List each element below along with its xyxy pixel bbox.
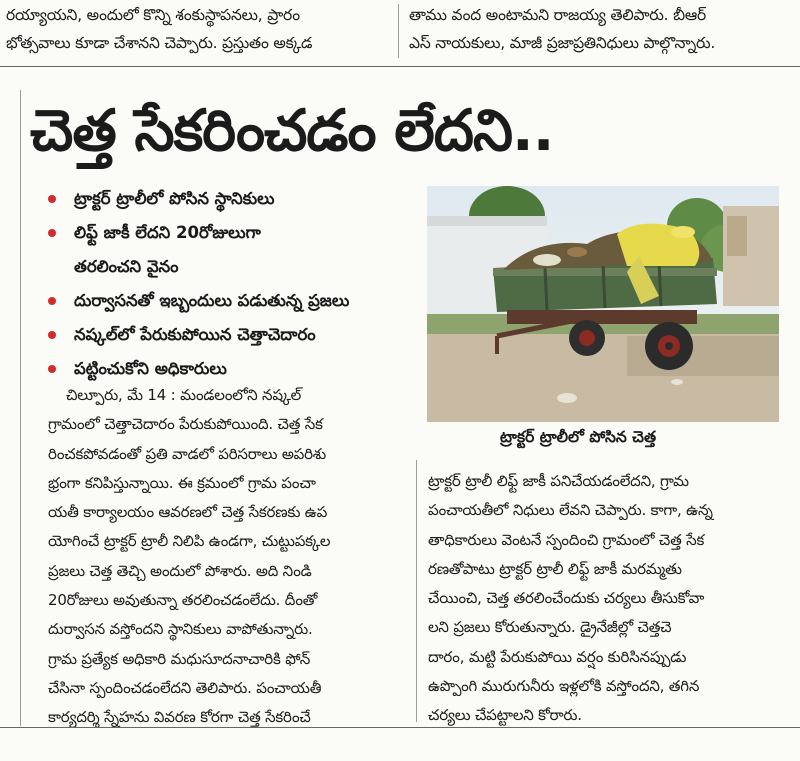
body-line: చేయించి, చెత్త తరలించేందుకు చర్యలు తీసుకోవా [428,589,705,608]
body-column-divider [416,460,417,722]
body-line: రణతోపాటు ట్రాక్టర్ ట్రాలీ లిఫ్ట్ జాకీ మరమ్మతు [428,559,682,578]
body-line: యతీ కార్యాలయం ఆవరణలో చెత్త సేకరణకు ఉప [48,503,328,522]
body-line: దారం, మట్టి పేరుకుపోయి వర్షం కురిసినప్పుడు [428,647,687,666]
photo-caption: ట్రాక్టర్ ట్రాలీలో పోసిన చెత్త [500,428,656,446]
left-body-column [48,381,414,733]
bullet-dot-icon [48,365,56,373]
highlight-item: పట్టించుకోని అధికారులు [48,352,418,386]
top-left-line-1: రయ్యాయని, అందులో కొన్ని శంకుస్థాపనలు, ప్రారం [6,6,300,24]
bullet-dot-icon [48,195,56,203]
top-column-divider [398,4,399,58]
body-line: గ్రామ ప్రత్యేక అధికారి మధుసూదనాచారికి ఫోన్ [48,649,311,668]
top-left-line-2: భోత్సవాలు కూడా చేశానని చెప్పారు. ప్రస్తుతం అక్కడ [6,34,313,52]
highlight-item: నష్కల్‌లో పేరుకుపోయిన చెత్తాచెదారం [48,318,418,352]
article-left-border [20,90,21,726]
body-line: ఉప్పొంగి మురుగునీరు ఇళ్లలోకి వస్తోందని, తగిన [428,677,700,696]
body-line: రించకపోవడంతో ప్రతి వాడలో పరిసరాలు అపరిశు [48,444,327,463]
article-photo [427,186,779,422]
bottom-separator-rule [0,727,800,728]
body-line: ప్రజలు చెత్త తెచ్చి అందులో పోశారు. అది నిండి [48,561,312,580]
body-line: 20రోజులు అవుతున్నా తరలించడంలేదు. దీంతో [48,591,318,610]
top-separator-rule [0,66,800,67]
body-line: కార్యదర్శి స్నేహను వివరణ కోరగా చెత్త సేకరించే [48,708,311,727]
top-right-line-1: తాము వంద అంటామని రాజయ్య తెలిపారు. బీఆర్ [409,6,706,24]
bullet-dot-icon [48,229,56,237]
body-line: చిల్పూరు, మే 14 : మండలంలోని నష్కల్ [66,386,302,404]
highlights-list [48,182,418,386]
right-body-column [428,467,784,731]
body-line: చర్యలు చేపట్టాలని కోరారు. [428,706,582,725]
body-line: గ్రామంలో చెత్తాచెదారం పేరుకుపోయింది. చెత్త సేక [48,415,323,434]
body-line: తాధికారులు వెంటనే స్పందించి గ్రామంలో చెత్త సేక [428,530,705,549]
body-line: లని ప్రజలు కోరుతున్నారు. డ్రైనేజీల్లో చెత్తచె [428,618,672,637]
highlight-item: దుర్వాసనతో ఇబ్బందులు పడుతున్న ప్రజలు [48,284,418,318]
body-line: యోగించే ట్రాక్టర్ ట్రాలీ నిలిపి ఉండగా, చుట్టుపక్కల [48,532,331,551]
body-line: చేసినా స్పందించడంలేదని తెలిపారు. పంచాయతీ [48,678,322,697]
highlight-item: ట్రాక్టర్ ట్రాలీలో పోసిన స్థానికులు [48,182,418,216]
tractor-trolley-illustration [427,186,779,422]
highlight-item: లిఫ్ట్ జాకీ లేదని 20రోజులుగా తరలించని వైనం [48,216,418,284]
top-right-line-2: ఎస్ నాయకులు, మాజీ ప్రజాప్రతినిధులు పాల్గొన్నారు. [409,34,716,52]
body-line: పంచాయతీలో నిధులు లేవని చెప్పారు. కాగా, ఉన్న [428,501,713,520]
article-headline: చెత్త సేకరించడం లేదని.. [30,98,554,164]
bullet-dot-icon [48,331,56,339]
bullet-dot-icon [48,297,56,305]
body-line: భ్రంగా కనిపిస్తున్నాయి. ఈ క్రమంలో గ్రామ పంచా [48,473,316,492]
body-line: ట్రాక్టర్ ట్రాలీ లిఫ్ట్ జాకీ పనిచేయడంలేదని, గ్రామ [428,472,689,490]
body-line: దుర్వాసన వస్తోందని స్థానికులు వాపోతున్నారు. [48,620,313,639]
